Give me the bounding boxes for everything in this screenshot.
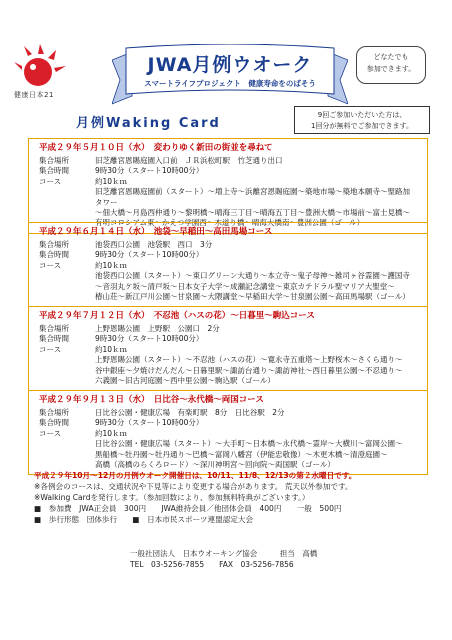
route-line: 有明コロシアム東～かえつ学園西～木道り橋～晴海大橋南～豊洲公園（ゴール）: [95, 218, 365, 228]
meeting-place: 旧芝離宮恩賜庭園入口前 ＪＲ浜松町駅 竹芝通り出口: [95, 156, 283, 165]
place-label: 集合場所: [39, 324, 69, 333]
footer-notes: [34, 470, 434, 525]
meeting-place: 上野恩賜公園 上野駅 公園口 2分: [95, 324, 220, 333]
place-label: 集合場所: [39, 156, 69, 165]
route-line: 高橋（高橋のらくろロード）～深川神明宮～回向院～両国駅（ゴール）: [95, 460, 335, 470]
route-line: 六義園～旧古河庭園～西中里公園～駒込駅（ゴール）: [95, 376, 275, 386]
route-line: 椿山荘～新江戸川公園～甘泉園～大隈講堂～早稲田大学～甘泉園公園～高田馬場駅（ゴール）: [95, 292, 410, 302]
section-heading: 平成２９年７月１２日（水） 不忍池（ハスの花）～日暮里～駒込コース: [39, 311, 315, 321]
route-line: ～音羽丸ケ坂～清戸坂～日本女子大学～成瀬記念講堂～東京カテドラル聖マリア大聖堂～: [95, 281, 395, 291]
speech-bubble: [356, 46, 426, 84]
course-label: コース: [39, 176, 62, 186]
meeting-place: 日比谷公園・健康広場 有楽町駅 8分 日比谷駅 2分: [95, 408, 285, 417]
walk-section-may: [28, 138, 428, 234]
course-label: コース: [39, 344, 62, 354]
note-line-1: 9回ご参加いただいた方は、: [317, 111, 407, 119]
route-line: 池袋西口公園（スタート）～東口グリーン大通り～本立寺～鬼子母神～雑司ヶ谷霊園～護国寺: [95, 271, 410, 281]
time-label: 集合時間: [39, 166, 69, 176]
meeting-time: 9時30分（スタート10時00分）: [95, 166, 204, 176]
section-heading: 平成２９年９月１３日（水） 日比谷～永代橋～両国コース: [39, 395, 264, 405]
contact-numbers: TEL 03-5256-7855 FAX 03-5256-7856: [130, 560, 294, 569]
walk-section-july: [28, 306, 428, 391]
meeting-time: 9時30分（スタート10時00分）: [95, 418, 204, 428]
meeting-time: 9時30分（スタート10時00分）: [95, 250, 204, 260]
walk-section-september: [28, 390, 428, 475]
fee-info: ■ 参加費 JWA正会員 300円 JWA維持会員／他団体会員 400円 一般 500円: [34, 504, 342, 513]
meeting-time: 9時30分（スタート10時00分）: [95, 334, 204, 344]
schedule-announcement: 平成２９年10月～12月の月例ウオーク開催日は、10/11、11/8、12/13の第２水曜日です。: [34, 471, 357, 480]
walk-format-info: ■ 歩行形態 団体歩行 ■ 日本市民スポーツ連盟認定大会: [34, 515, 254, 524]
walking-card-note: ※Walking Cardを発行します。（参加回数により、参加無料特典がございます。）: [34, 493, 310, 502]
time-label: 集合時間: [39, 334, 69, 344]
route-line: 黒船橋～牡丹園～牡丹通り～巴橋～富岡八幡宮（伊能忠敬像）～木更木橋～清澄庭園～: [95, 449, 388, 459]
distance: 約10ｋｍ: [95, 176, 128, 186]
free-entry-note: [294, 106, 430, 134]
route-line: 谷中銀座～夕焼けだんだん～日暮里駅～諏訪台通り～諏訪神社～西日暮里公園～不忍通り～: [95, 365, 403, 375]
course-label: コース: [39, 428, 62, 438]
distance: 約10ｋｍ: [95, 260, 128, 270]
section-heading: 平成２９年６月１４日（水） 池袋～早稲田～高田馬場コース: [39, 227, 273, 237]
distance: 約10ｋｍ: [95, 428, 128, 438]
section-heading: 平成２９年５月１０日（水） 変わりゆく新田の街並を尋ねて: [39, 143, 273, 153]
distance: 約10ｋｍ: [95, 344, 128, 354]
route-line: 上野恩賜公園（スタート）～不忍池（ハスの花）～寛永寺五重塔～上野桜木～さくら通り～: [95, 355, 403, 365]
time-label: 集合時間: [39, 418, 69, 428]
banner-subtitle: スマートライフプロジェクト 健康寿命をのばそう: [144, 79, 316, 88]
organizer-name: 一般社団法人 日本ウオーキング協会 担当 高橋: [130, 549, 318, 558]
logo-label: 健康日本21: [14, 91, 54, 99]
course-change-note: ※各例会のコースは、交通状況や下見等により変更する場合があります。 荒天以外参加です。: [34, 482, 353, 491]
bubble-line-2: 参加できます。: [366, 65, 416, 73]
banner-title: JWA月例ウオーク: [147, 54, 313, 76]
organizer-contact: [130, 548, 317, 570]
bubble-line-1: どなたでも: [373, 53, 409, 61]
meeting-place: 池袋西口公園 池袋駅 西口 3分: [95, 240, 213, 249]
place-label: 集合場所: [39, 240, 69, 249]
place-label: 集合場所: [39, 408, 69, 417]
route-line: 日比谷公園・健康広場（スタート）～大手町～日本橋～永代橋～霊岸～大横川～富岡公園～: [95, 439, 403, 449]
route-line: 旧芝離宮恩賜庭園前（スタート）～増上寺～浜離宮恩賜庭園～築地市場～築地本願寺～聖路加タワー: [95, 187, 410, 207]
note-line-2: 1回分が無料でご参加できます。: [311, 122, 413, 130]
walk-section-june: [28, 222, 428, 307]
course-label: コース: [39, 260, 62, 270]
route-line: ～佃大橋～月島西仲通り～黎明橋～晴海三丁目～晴海五丁目～豊洲大橋～市場前～富士見橋～: [95, 208, 410, 218]
time-label: 集合時間: [39, 250, 69, 260]
walking-card-title: 月例Waking Card: [76, 116, 221, 131]
